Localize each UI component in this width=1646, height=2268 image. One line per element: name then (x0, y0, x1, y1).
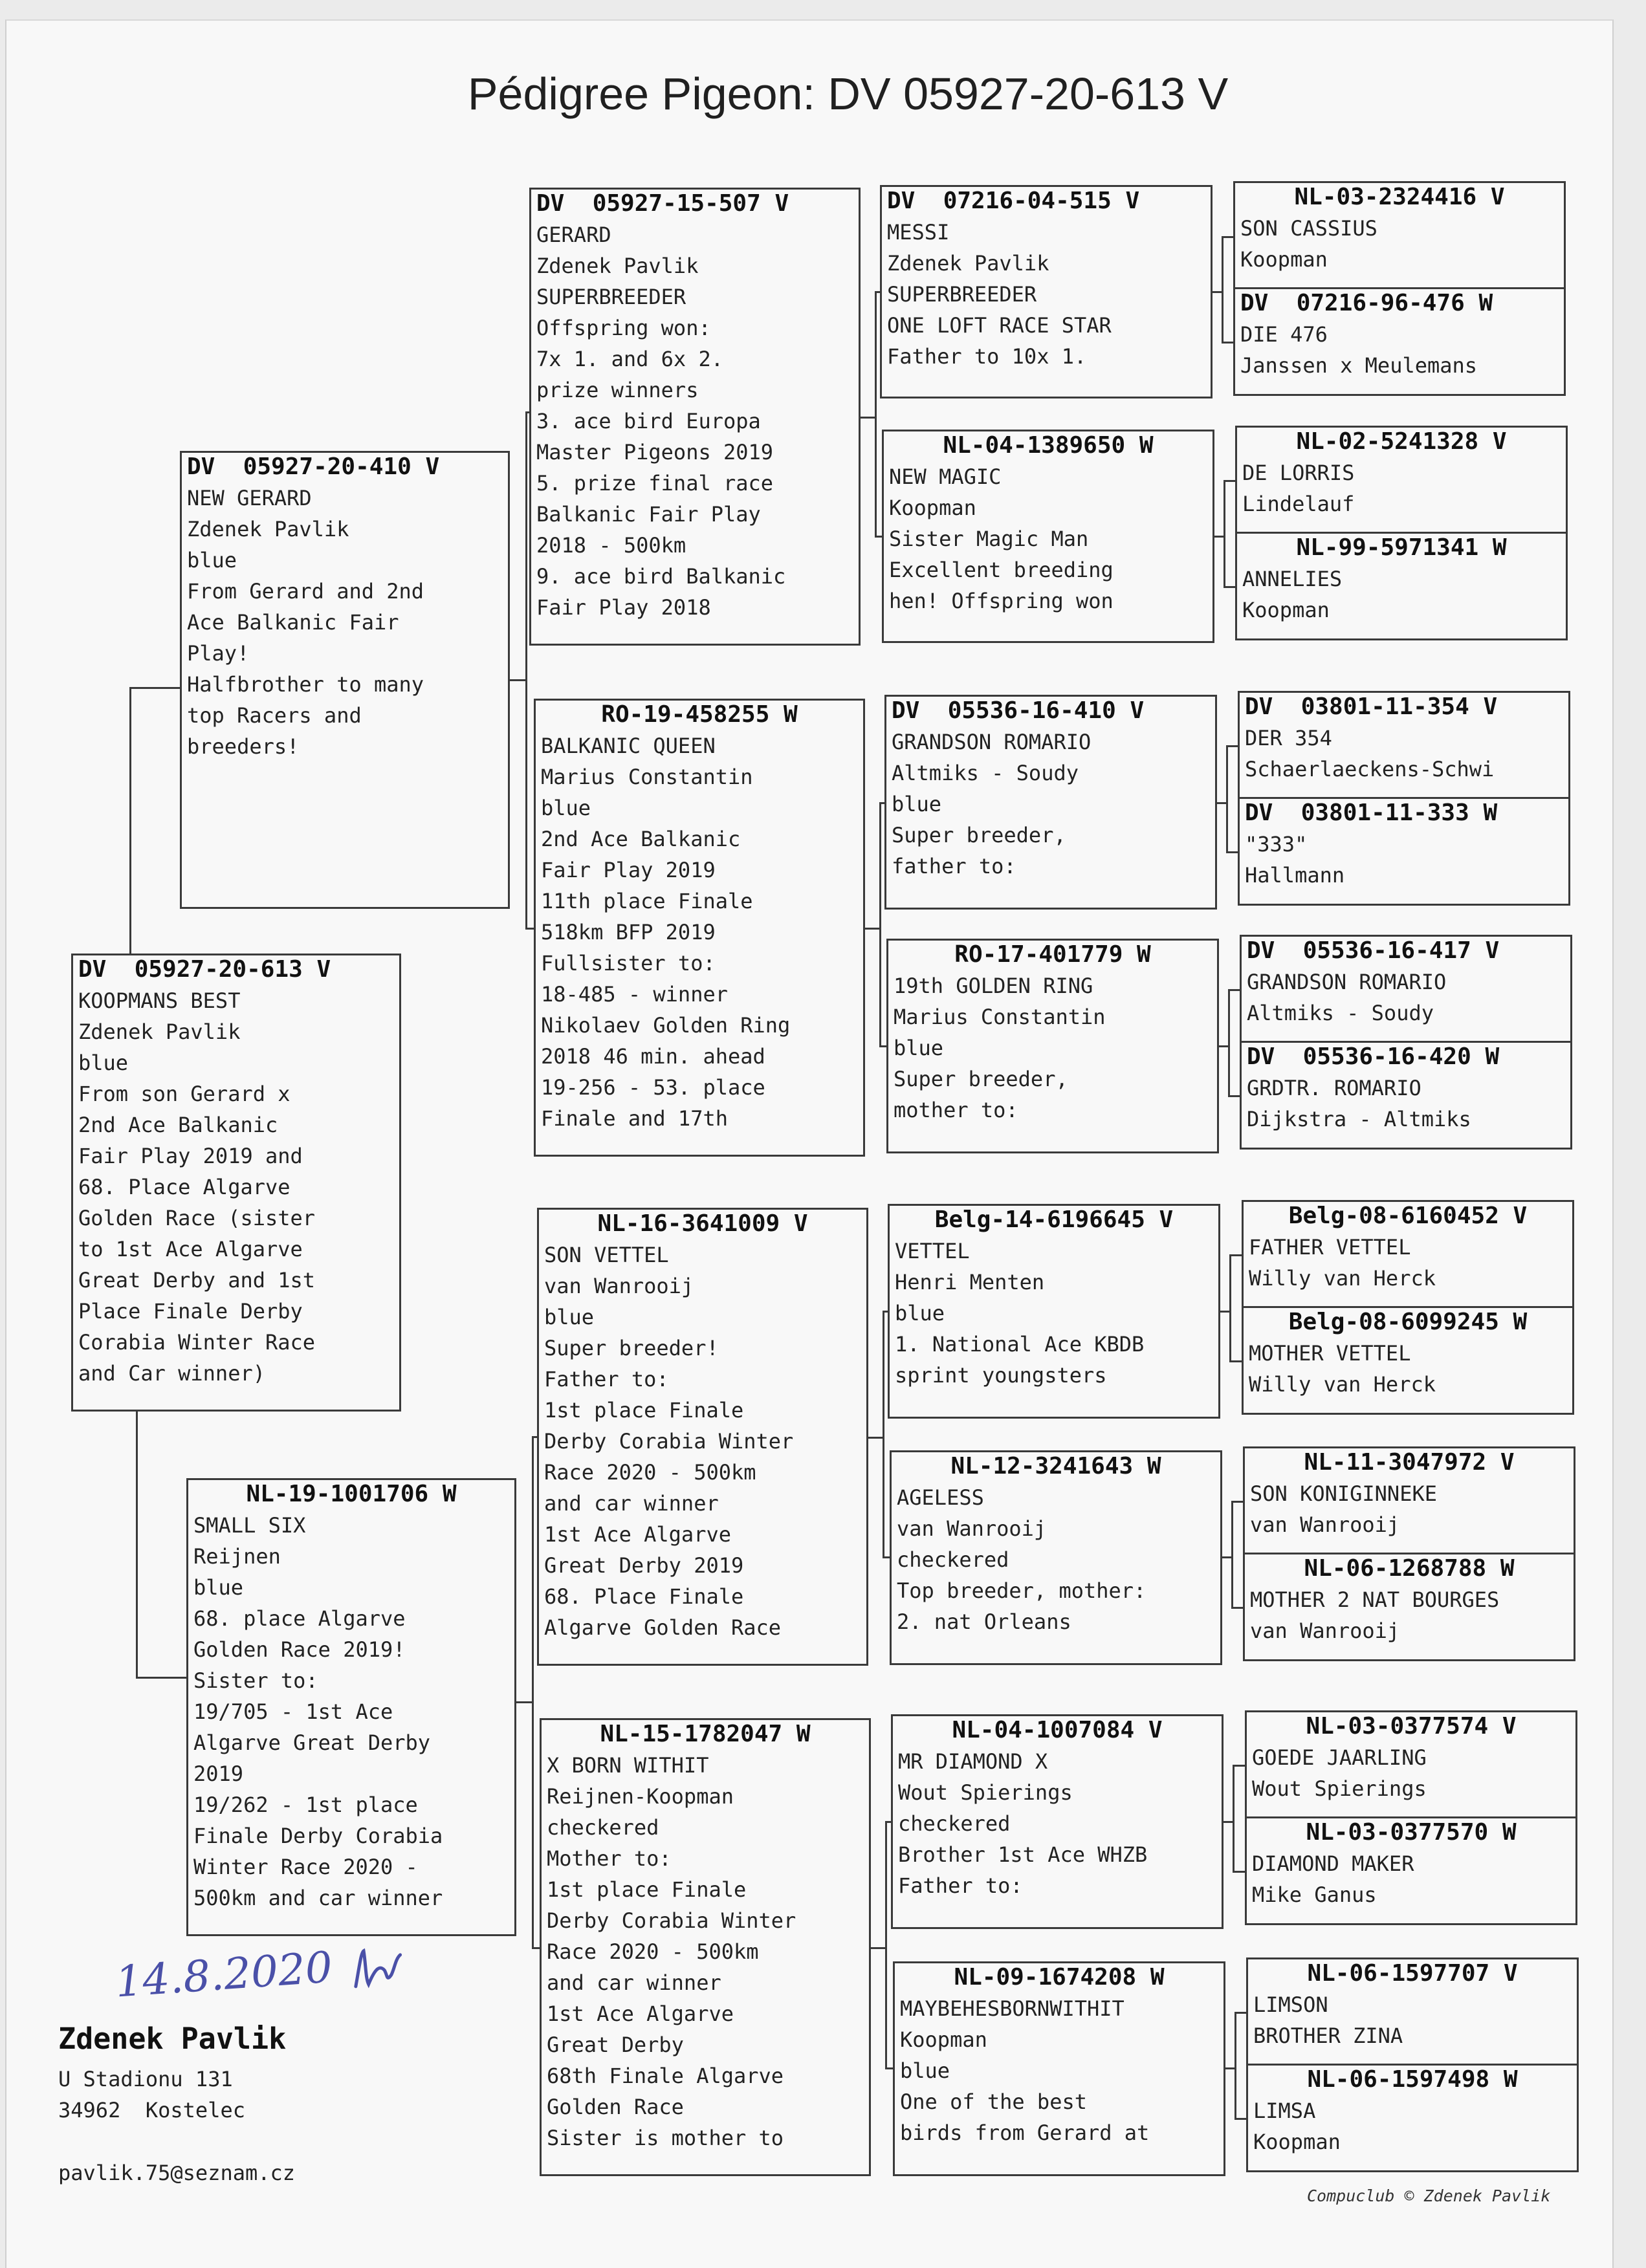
pigeon-info-line: Finale Derby Corabia (193, 1824, 443, 1848)
connector-line (532, 1436, 534, 1947)
pigeon-card-sire-dam-sire (884, 695, 1217, 910)
pigeon-info-line: Derby Corabia Winter (547, 1908, 796, 1933)
pigeon-card-dam-sire-dam (890, 1450, 1222, 1665)
pigeon-card-dam-dam-sire (891, 1714, 1224, 1929)
pigeon-info-line: top Racers and (187, 703, 362, 728)
pigeon-card-sire-sire (529, 188, 861, 646)
pigeon-info-line: LIMSA (1253, 2099, 1316, 2123)
pigeon-info-line: blue (541, 796, 591, 820)
ring-number: DV 03801-11-354 V (1245, 693, 1498, 720)
pigeon-info-line: MR DIAMOND X (898, 1749, 1048, 1774)
owner-city: 34962 Kostelec (58, 2098, 245, 2122)
connector-line (1224, 480, 1235, 482)
pigeon-info-line: 19-256 - 53. place (541, 1075, 765, 1100)
connector-line (885, 1821, 891, 1823)
pigeon-info-line: Zdenek Pavlik (78, 1020, 241, 1044)
ring-number: DV 05536-16-417 V (1247, 937, 1500, 964)
ring-number: NL-09-1674208 W (954, 1964, 1165, 1990)
connector-line (885, 2067, 893, 2069)
pigeon-info-line: Fullsister to: (541, 951, 716, 976)
pigeon-info-line: prize winners (536, 378, 699, 402)
connector-line (1233, 1765, 1245, 1767)
pigeon-info-line: Nikolaev Golden Ring (541, 1013, 791, 1038)
pigeon-info-line: GRANDSON ROMARIO (892, 730, 1092, 754)
pigeon-info-line: blue (78, 1051, 129, 1075)
pigeon-info-line: Master Pigeons 2019 (536, 440, 774, 464)
pigeon-info-line: 2. nat Orleans (897, 1609, 1071, 1634)
connector-line (1222, 236, 1233, 238)
connector-line (1234, 2118, 1246, 2120)
pigeon-info-line: MESSI (887, 220, 950, 245)
connector-line (883, 1311, 888, 1313)
pigeon-info-line: NEW MAGIC (889, 464, 1002, 489)
pigeon-info-line: Winter Race 2020 - (193, 1855, 418, 1879)
connector-line (879, 802, 881, 1047)
pigeon-info-line: NEW GERARD (187, 486, 312, 510)
connector-line (129, 687, 131, 954)
connector-line (1228, 989, 1230, 1096)
pigeon-info-line: Marius Constantin (894, 1005, 1106, 1029)
pigeon-card-g5-12 (1243, 1553, 1575, 1661)
pigeon-info-line: Finale and 17th (541, 1106, 728, 1131)
connector-line (1233, 1765, 1234, 1872)
pigeon-card-sire-sire-sire (880, 185, 1213, 398)
ring-number: DV 05927-20-613 V (78, 956, 331, 983)
ring-number: NL-03-2324416 V (1294, 184, 1505, 210)
pigeon-info-line: KOOPMANS BEST (78, 988, 241, 1013)
pigeon-card-dam-dam (540, 1718, 871, 2176)
connector-line (525, 411, 527, 929)
connector-line (875, 291, 880, 293)
ring-number: DV 07216-96-476 W (1240, 290, 1493, 316)
pigeon-info-line: Reijnen-Koopman (547, 1784, 734, 1809)
pigeon-info-line: ANNELIES (1242, 567, 1343, 591)
pigeon-info-line: birds from Gerard at (900, 2121, 1150, 2145)
pigeon-card-g5-4 (1235, 532, 1568, 640)
pigeon-info-line: Marius Constantin (541, 765, 753, 789)
connector-line (1228, 1095, 1240, 1097)
pigeon-info-line: 2019 (193, 1761, 244, 1786)
pigeon-info-line: 19/705 - 1st Ace (193, 1699, 393, 1724)
connector-line (879, 802, 884, 804)
pigeon-info-line: 518km BFP 2019 (541, 920, 716, 944)
connector-line (510, 679, 527, 681)
pigeon-info-line: SON CASSIUS (1240, 216, 1377, 241)
pigeon-info-line: 3. ace bird Europa (536, 409, 761, 433)
pigeon-info-line: Golden Race 2019! (193, 1637, 406, 1662)
pigeon-info-line: 11th place Finale (541, 889, 753, 913)
pigeon-info-line: Koopman (1242, 598, 1330, 622)
connector-line (129, 687, 180, 689)
pigeon-info-line: Offspring won: (536, 316, 711, 340)
pigeon-info-line: 68. Place Finale (544, 1584, 744, 1609)
pigeon-info-line: and car winner (544, 1491, 719, 1516)
owner-name: Zdenek Pavlik (58, 2022, 287, 2056)
pigeon-info-line: 2nd Ace Balkanic (78, 1113, 278, 1137)
pigeon-info-line: van Wanrooij (897, 1516, 1047, 1541)
ring-number: DV 03801-11-333 W (1245, 800, 1498, 826)
pigeon-info-line: Father to: (544, 1367, 669, 1391)
owner-email: pavlik.75@seznam.cz (58, 2161, 296, 2185)
pigeon-info-line: sprint youngsters (895, 1363, 1107, 1388)
pigeon-info-line: AGELESS (897, 1485, 984, 1510)
pigeon-card-sire-dam-dam (886, 939, 1219, 1153)
pigeon-info-line: FATHER VETTEL (1249, 1235, 1411, 1259)
connector-line (871, 1947, 886, 1949)
pigeon-info-line: Corabia Winter Race (78, 1330, 316, 1355)
pigeon-info-line: Zdenek Pavlik (887, 251, 1049, 276)
connector-line (885, 1821, 887, 2068)
pigeon-info-line: Halfbrother to many (187, 672, 424, 697)
pigeon-info-line: Brother 1st Ace WHZB (898, 1842, 1148, 1867)
pigeon-info-line: father to: (892, 854, 1016, 878)
pigeon-info-line: Henri Menten (895, 1270, 1045, 1294)
pigeon-info-line: 68th Finale Algarve (547, 2064, 784, 2088)
pigeon-info-line: Zdenek Pavlik (187, 517, 349, 541)
pigeon-info-line: blue (193, 1575, 244, 1600)
pigeon-info-line: Excellent breeding (889, 558, 1114, 582)
ring-number: NL-04-1007084 V (952, 1717, 1163, 1743)
pigeon-info-line: Place Finale Derby (78, 1299, 303, 1324)
pigeon-card-g5-9 (1242, 1200, 1574, 1309)
pigeon-info-line: Race 2020 - 500km (544, 1460, 756, 1485)
pigeon-card-g5-14 (1245, 1816, 1577, 1925)
pigeon-info-line: 1st place Finale (544, 1398, 744, 1423)
connector-line (875, 536, 882, 538)
pigeon-info-line: X BORN WITHIT (547, 1753, 709, 1778)
ring-number: NL-16-3641009 V (597, 1210, 808, 1237)
ring-number: NL-12-3241643 W (950, 1453, 1161, 1479)
pigeon-info-line: van Wanrooij (1250, 1512, 1400, 1537)
pigeon-info-line: blue (895, 1301, 945, 1325)
pigeon-card-sire-dam (534, 699, 865, 1157)
pigeon-info-line: 68. place Algarve (193, 1606, 406, 1631)
pigeon-info-line: Fair Play 2019 and (78, 1144, 303, 1168)
pigeon-info-line: blue (894, 1036, 944, 1060)
pigeon-card-g5-15 (1246, 1957, 1579, 2066)
pigeon-info-line: MOTHER 2 NAT BOURGES (1250, 1587, 1500, 1612)
pigeon-info-line: Balkanic Fair Play (536, 502, 761, 527)
connector-line (1233, 1871, 1245, 1873)
connector-line (865, 928, 880, 930)
pigeon-info-line: Sister to: (193, 1668, 318, 1693)
ring-number: Belg-08-6160452 V (1288, 1203, 1528, 1229)
pigeon-info-line: GOEDE JAARLING (1252, 1745, 1427, 1770)
pigeon-info-line: Top breeder, mother: (897, 1578, 1147, 1603)
pigeon-info-line: SON VETTEL (544, 1243, 669, 1267)
pigeon-info-line: 5. prize final race (536, 471, 774, 496)
pigeon-card-dam-dam-dam (893, 1961, 1225, 2176)
connector-line (1224, 480, 1225, 587)
pigeon-info-line: Koopman (1253, 2130, 1341, 2154)
pigeon-info-line: breeders! (187, 734, 300, 759)
pigeon-info-line: ONE LOFT RACE STAR (887, 313, 1112, 338)
ring-number: NL-06-1268788 W (1304, 1555, 1515, 1582)
pigeon-info-line: mother to: (894, 1098, 1018, 1122)
pigeon-info-line: Super breeder, (894, 1067, 1068, 1091)
pigeon-info-line: Race 2020 - 500km (547, 1939, 759, 1964)
connector-line (1229, 1254, 1231, 1362)
pigeon-info-line: 7x 1. and 6x 2. (536, 347, 723, 371)
pigeon-info-line: MOTHER VETTEL (1249, 1341, 1411, 1366)
pigeon-info-line: Altmiks - Soudy (1247, 1001, 1434, 1025)
pigeon-info-line: 1st Ace Algarve (544, 1522, 731, 1547)
pigeon-info-line: Mother to: (547, 1846, 672, 1871)
pigeon-info-line: Willy van Herck (1249, 1266, 1436, 1291)
pigeon-info-line: GRDTR. ROMARIO (1247, 1076, 1421, 1100)
pigeon-card-sire-sire-dam (882, 430, 1214, 643)
connector-line (1222, 342, 1233, 343)
connector-line (1229, 1360, 1242, 1362)
pigeon-info-line: BALKANIC QUEEN (541, 734, 716, 758)
pigeon-info-line: GERARD (536, 223, 611, 247)
pigeon-info-line: van Wanrooij (1250, 1619, 1400, 1643)
pigeon-card-g5-1 (1233, 181, 1566, 290)
pigeon-info-line: Fair Play 2018 (536, 595, 711, 620)
ring-number: NL-11-3047972 V (1304, 1449, 1515, 1476)
pigeon-info-line: DIE 476 (1240, 322, 1328, 347)
pigeon-info-line: Willy van Herck (1249, 1372, 1436, 1397)
pigeon-info-line: Great Derby and 1st (78, 1268, 316, 1292)
ring-number: RO-17-401779 W (954, 941, 1151, 968)
pigeon-card-g5-13 (1245, 1710, 1577, 1819)
pigeon-info-line: Zdenek Pavlik (536, 254, 699, 278)
connector-line (525, 928, 534, 930)
pigeon-card-dam-sire-sire (888, 1204, 1220, 1419)
pigeon-card-sire (180, 451, 510, 909)
pigeon-info-line: to 1st Ace Algarve (78, 1237, 303, 1261)
pigeon-info-line: blue (187, 548, 237, 572)
pigeon-info-line: 500km and car winner (193, 1886, 443, 1910)
pigeon-info-line: Wout Spierings (898, 1780, 1073, 1805)
connector-line (1231, 1607, 1243, 1609)
pigeon-info-line: One of the best (900, 2089, 1087, 2114)
ring-number: DV 05927-20-410 V (187, 453, 440, 480)
connector-line (1229, 1254, 1242, 1256)
ring-number: NL-02-5241328 V (1296, 428, 1507, 455)
pigeon-card-g5-11 (1243, 1446, 1575, 1555)
pigeon-info-line: 19th GOLDEN RING (894, 974, 1093, 998)
ring-number: Belg-14-6196645 V (934, 1206, 1174, 1233)
pigeon-card-g5-2 (1233, 287, 1566, 396)
connector-line (136, 1412, 138, 1677)
connector-line (1222, 236, 1224, 343)
pigeon-info-line: 2nd Ace Balkanic (541, 827, 741, 851)
pigeon-info-line: blue (900, 2058, 950, 2083)
connector-line (525, 411, 529, 413)
pigeon-info-line: blue (544, 1305, 595, 1329)
connector-line (1234, 2012, 1236, 2119)
pigeon-info-line: BROTHER ZINA (1253, 2023, 1403, 2048)
pigeon-card-dam-sire (537, 1208, 868, 1666)
connector-line (1234, 2012, 1246, 2014)
connector-line (879, 1045, 886, 1047)
ring-number: NL-15-1782047 W (600, 1721, 811, 1747)
pigeon-info-line: Sister is mother to (547, 2126, 784, 2150)
ring-number: NL-99-5971341 W (1296, 534, 1507, 561)
ring-number: NL-03-0377570 W (1306, 1819, 1517, 1846)
pigeon-info-line: Ace Balkanic Fair (187, 610, 399, 635)
pigeon-info-line: DIAMOND MAKER (1252, 1851, 1414, 1876)
pigeon-info-line: Schaerlaeckens-Schwi (1245, 757, 1495, 781)
ring-number: NL-06-1597498 W (1307, 2066, 1518, 2093)
pigeon-info-line: 2018 46 min. ahead (541, 1044, 765, 1069)
pigeon-card-g5-8 (1240, 1041, 1572, 1150)
pigeon-info-line: 18-485 - winner (541, 982, 728, 1007)
footer-credit: Compuclub © Zdenek Pavlik (1307, 2186, 1551, 2205)
page-title: Pédigree Pigeon: DV 05927-20-613 V (467, 69, 1229, 119)
pigeon-info-line: 2018 - 500km (536, 533, 686, 558)
pigeon-card-subject (71, 954, 401, 1412)
pigeon-card-g5-3 (1235, 426, 1568, 534)
pigeon-info-line: 19/262 - 1st place (193, 1793, 418, 1817)
pigeon-info-line: MAYBEHESBORNWITHIT (900, 1996, 1125, 2021)
pigeon-info-line: "333" (1245, 832, 1308, 856)
pigeon-info-line: Koopman (900, 2027, 987, 2052)
pigeon-info-line: Father to: (898, 1873, 1023, 1898)
pigeon-info-line: Lindelauf (1242, 492, 1355, 516)
connector-line (1224, 586, 1235, 588)
pigeon-info-line: checkered (898, 1811, 1011, 1836)
signature-scribble (346, 1943, 408, 1992)
pigeon-info-line: 1st Ace Algarve (547, 2001, 734, 2026)
pigeon-info-line: SUPERBREEDER (536, 285, 686, 309)
pigeon-info-line: Great Derby 2019 (544, 1553, 744, 1578)
connector-line (1231, 1501, 1233, 1608)
ring-number: DV 05536-16-410 V (892, 697, 1145, 724)
connector-line (1231, 1501, 1243, 1503)
connector-line (136, 1677, 186, 1679)
pigeon-info-line: Reijnen (193, 1544, 281, 1569)
pigeon-info-line: From son Gerard x (78, 1082, 291, 1106)
pigeon-info-line: SUPERBREEDER (887, 282, 1037, 307)
pigeon-card-g5-16 (1246, 2064, 1579, 2172)
pigeon-info-line: VETTEL (895, 1239, 970, 1263)
ring-number: RO-19-458255 W (601, 701, 798, 728)
pigeon-info-line: Play! (187, 641, 250, 666)
ring-number: NL-19-1001706 W (246, 1481, 457, 1507)
pigeon-card-g5-10 (1242, 1306, 1574, 1415)
connector-line (861, 417, 875, 419)
pigeon-info-line: Koopman (1240, 247, 1328, 272)
ring-number: Belg-08-6099245 W (1288, 1309, 1528, 1335)
pigeon-info-line: Derby Corabia Winter (544, 1429, 794, 1454)
pigeon-info-line: Algarve Great Derby (193, 1730, 431, 1755)
pigeon-info-line: Fair Play 2019 (541, 858, 716, 882)
pigeon-info-line: SMALL SIX (193, 1513, 306, 1538)
pigeon-info-line: Altmiks - Soudy (892, 761, 1079, 785)
connector-line (1226, 745, 1228, 853)
pigeon-info-line: DER 354 (1245, 726, 1332, 750)
pigeon-info-line: Wout Spierings (1252, 1776, 1427, 1801)
pigeon-info-line: From Gerard and 2nd (187, 579, 424, 604)
pigeon-card-dam (186, 1478, 516, 1936)
connector-line (532, 1436, 537, 1438)
pigeon-card-g5-6 (1238, 797, 1570, 906)
pigeon-info-line: Super breeder! (544, 1336, 719, 1360)
pigeon-info-line: GRANDSON ROMARIO (1247, 970, 1447, 994)
pigeon-info-line: Algarve Golden Race (544, 1615, 782, 1640)
pigeon-info-line: SON KONIGINNEKE (1250, 1481, 1437, 1506)
connector-line (1226, 745, 1238, 747)
pigeon-info-line: 1st place Finale (547, 1877, 747, 1902)
pigeon-info-line: and car winner (547, 1970, 721, 1995)
ring-number: NL-03-0377574 V (1306, 1713, 1517, 1739)
pigeon-info-line: Sister Magic Man (889, 527, 1089, 551)
pigeon-info-line: 1. National Ace KBDB (895, 1332, 1145, 1357)
pigeon-info-line: 68. Place Algarve (78, 1175, 291, 1199)
connector-line (516, 1701, 533, 1703)
connector-line (1226, 851, 1238, 853)
connector-line (1228, 989, 1240, 991)
pigeon-info-line: LIMSON (1253, 1992, 1328, 2017)
pigeon-info-line: hen! Offspring won (889, 589, 1114, 613)
ring-number: NL-04-1389650 W (943, 432, 1154, 459)
pigeon-info-line: Hallmann (1245, 863, 1345, 888)
pigeon-info-line: Great Derby (547, 2033, 684, 2057)
pigeon-info-line: Dijkstra - Altmiks (1247, 1107, 1471, 1131)
signature-date: 14.8.2020 (113, 1942, 335, 2007)
pigeon-info-line: and Car winner) (78, 1361, 265, 1386)
pigeon-info-line: Mike Ganus (1252, 1882, 1377, 1907)
connector-line (875, 291, 877, 537)
owner-street: U Stadionu 131 (58, 2067, 233, 2091)
ring-number: DV 05927-15-507 V (536, 190, 789, 217)
pigeon-card-g5-5 (1238, 691, 1570, 800)
pigeon-info-line: DE LORRIS (1242, 461, 1355, 485)
connector-line (868, 1437, 883, 1439)
connector-line (883, 1556, 890, 1558)
pigeon-info-line: Janssen x Meulemans (1240, 353, 1478, 378)
pigeon-info-line: Golden Race (sister (78, 1206, 316, 1230)
pigeon-info-line: Golden Race (547, 2095, 684, 2119)
pigeon-info-line: 9. ace bird Balkanic (536, 564, 786, 589)
pigeon-info-line: Koopman (889, 496, 976, 520)
pigeon-info-line: Father to 10x 1. (887, 344, 1087, 369)
pigeon-info-line: blue (892, 792, 942, 816)
ring-number: NL-06-1597707 V (1307, 1960, 1518, 1987)
pigeon-info-line: checkered (897, 1547, 1009, 1572)
pigeon-info-line: van Wanrooij (544, 1274, 694, 1298)
pigeon-card-g5-7 (1240, 935, 1572, 1043)
pigeon-info-line: checkered (547, 1815, 659, 1840)
connector-line (883, 1311, 884, 1558)
ring-number: DV 05536-16-420 W (1247, 1043, 1500, 1070)
pigeon-info-line: Super breeder, (892, 823, 1066, 847)
connector-line (532, 1947, 540, 1949)
ring-number: DV 07216-04-515 V (887, 188, 1140, 214)
